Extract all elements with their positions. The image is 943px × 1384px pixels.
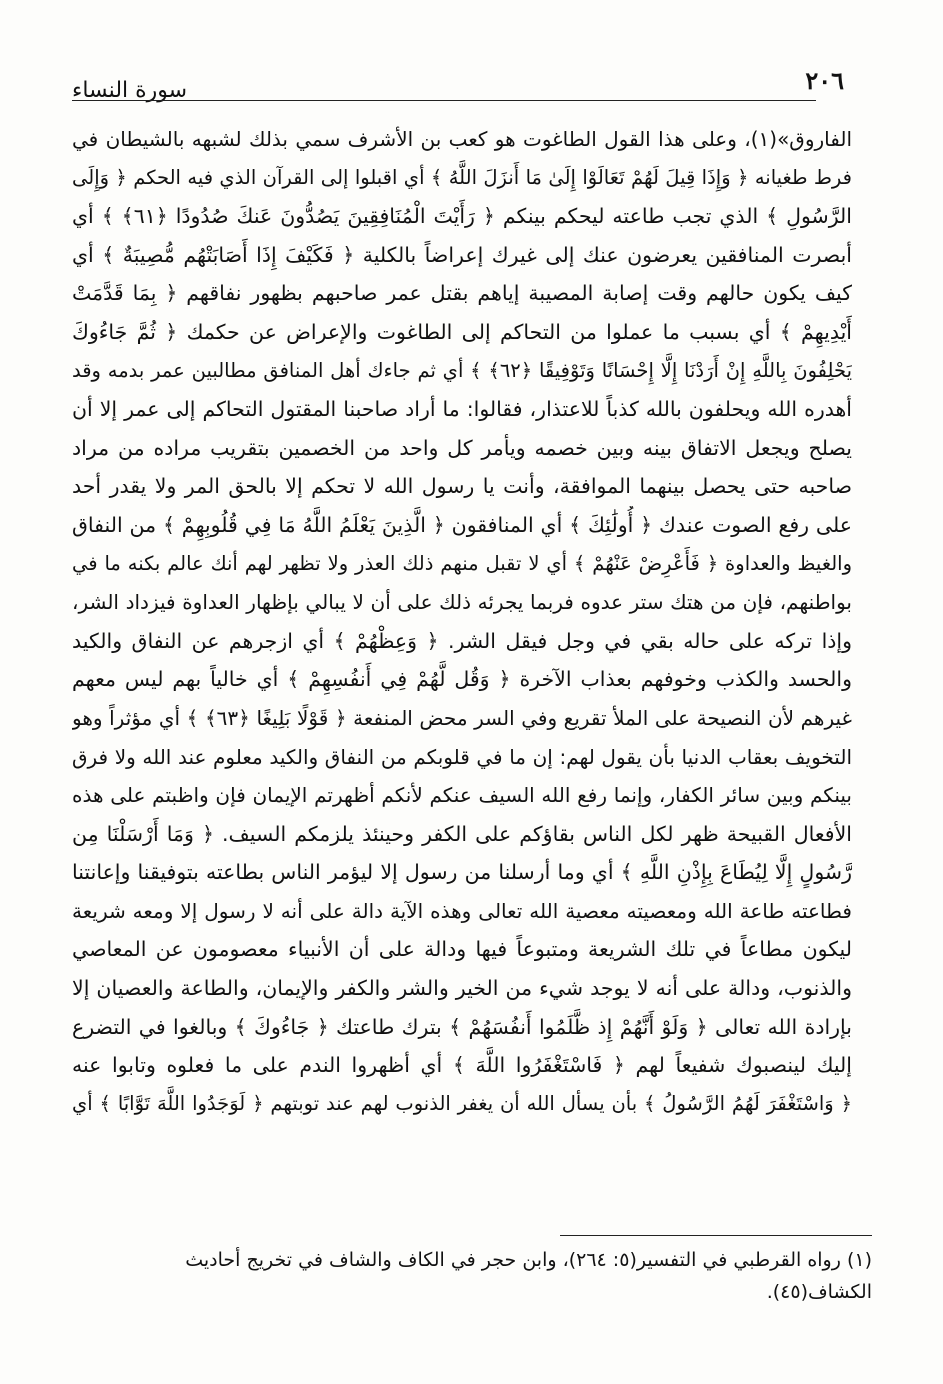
text-line: وإذا تركه على حاله بقي في وجل فيقل الشر. ﴿ وَعِظْهُمْ ﴾ أي ازجرهم عن النفاق والكيد — [72, 628, 852, 653]
text-line: يصلح ويجعل الاتفاق بينه وبين خصمه ويأمر كل واحد من الخصمين بتقريب مراده من مراد — [72, 435, 852, 460]
text-line: الأفعال القبيحة ظهر لكل الناس بقاؤكم على الكفر وحينئذ يلزمكم السيف. ﴿ وَمَا أَرْسَلْنَا مِن — [72, 821, 852, 846]
text-line: يَحْلِفُونَ بِاللَّهِ إِنْ أَرَدْنَا إِلَّا إِحْسَانًا وَتَوْفِيقًا ﴿٦٢﴾ ﴾ أي ثم جاءك أهل المنافق مطالبين عمر بدمه وقد — [72, 358, 852, 382]
text-line: بينكم وبين سائر الكفار، وإنما رفع الله السيف عنكم لأنكم أظهرتم الإيمان فإن واظبتم على هذه — [72, 783, 852, 808]
text-line: كيف يكون حالهم وقت إصابة المصيبة إياهم بقتل عمر صاحبهم بظهور نفاقهم ﴿ بِمَا قَدَّمَتْ — [72, 281, 852, 306]
footnote — [72, 1244, 872, 1308]
text-line: رَّسُولٍ إِلَّا لِيُطَاعَ بِإِذْنِ اللَّهِ ﴾ أي وما أرسلنا من رسول إلا ليؤمر الناس بطاعته بتوفيقنا وإعانتنا — [72, 860, 852, 885]
text-line: ليكون مطاعاً في تلك الشريعة ومتبوعاً فيها ودالة على أن الأنبياء معصومون عن المعاصي — [72, 937, 852, 962]
text-line: بواطنهم، فإن من هتك ستر عدوه فربما يجرئه ذلك على أن لا يبالي بإظهار العداوة فيزداد الشر، — [72, 590, 852, 615]
main-text — [72, 120, 852, 1123]
text-line: فرط طغيانه ﴿ وَإِذَا قِيلَ لَهُمْ تَعَالَوْا إِلَىٰ مَا أَنزَلَ اللَّهُ ﴾ أي اقبلوا إلى القرآن الذي فيه الحكم ﴿ وَإِلَى — [72, 165, 852, 189]
text-line: صاحبه حتى يحصل بينهما الموافقة، وأنت يا رسول الله لا تحكم إلا بالحق المر ولا يقدر أحد — [72, 474, 852, 499]
text-line: والحسد والكذب وخوفهم بعذاب الآخرة ﴿ وَقُل لَّهُمْ فِي أَنفُسِهِمْ ﴾ أي خالياً بهم ليس معهم — [72, 667, 852, 692]
page-header — [72, 66, 850, 110]
text-line: إليك لينصبوك شفيعاً لهم ﴿ فَاسْتَغْفَرُوا اللَّهَ ﴾ أي أظهروا الندم على ما فعلوه وتابوا عنه — [72, 1053, 852, 1078]
text-line: فطاعته طاعة الله ومعصيته معصية الله تعالى وهذه الآية دالة على أنه لا رسول إلا ومعه شريعة — [72, 898, 852, 923]
text-line: بإرادة الله تعالى ﴿ وَلَوْ أَنَّهُمْ إِذ ظَّلَمُوا أَنفُسَهُمْ ﴾ بترك طاعتك ﴿ جَاءُوكَ ﴾ وبالغوا في التضرع — [72, 1014, 852, 1039]
page-number: ٢٠٦ — [805, 66, 844, 95]
footnote-rule — [560, 1235, 872, 1236]
text-line: أَيْدِيهِمْ ﴾ أي بسبب ما عملوا من التحاكم إلى الطاغوت والإعراض عن حكمك ﴿ ثُمَّ جَاءُوكَ — [72, 319, 852, 344]
text-line: الفاروق»(١)، وعلى هذا القول الطاغوت هو كعب بن الأشرف سمي بذلك لشبهه بالشيطان في — [72, 127, 852, 151]
text-line: أبصرت المنافقين يعرضون عنك إلى غيرك إعراضاً بالكلية ﴿ فَكَيْفَ إِذَا أَصَابَتْهُم مُّصِيبَةٌ ﴾ أي — [72, 242, 852, 267]
text-line: التخويف بعقاب الدنيا بأن يقول لهم: إن ما في قلوبكم من النفاق والكيد معلوم عند الله ولا فرق — [72, 744, 852, 769]
text-line: غيرهم لأن النصيحة على الملأ تقريع وفي السر محض المنفعة ﴿ قَوْلًا بَلِيغًا ﴿٦٣﴾ ﴾ أي مؤثراً وهو — [72, 705, 852, 730]
footnote-line: الكشاف(٤٥). — [766, 1281, 872, 1303]
text-line: على رفع الصوت عندك ﴿ أُولَٰئِكَ ﴾ أي المنافقون ﴿ الَّذِينَ يَعْلَمُ اللَّهُ مَا فِي قُلُوبِهِمْ ﴾ من النفاق — [72, 512, 852, 537]
header-rule — [72, 100, 816, 101]
text-line: والغيظ والعداوة ﴿ فَأَعْرِضْ عَنْهُمْ ﴾ أي لا تقبل منهم ذلك العذر ولا تظهر لهم أنك عالم بكنه ما في — [72, 551, 852, 575]
text-line: ﴿ وَاسْتَغْفَرَ لَهُمُ الرَّسُولُ ﴾ بأن يسأل الله أن يغفر الذنوب لهم عند توبتهم ﴿ لَوَجَدُوا اللَّهَ تَوَّابًا ﴾ أي — [72, 1091, 852, 1115]
text-line: أهدره الله ويحلفون بالله كذباً للاعتذار، فقالوا: ما أراد صاحبنا المقتول التحاكم إلى عمر إلا أن — [72, 397, 852, 422]
text-line: الرَّسُولِ ﴾ الذي تجب طاعته ليحكم بينكم ﴿ رَأَيْتَ الْمُنَافِقِينَ يَصُدُّونَ عَنكَ صُدُودًا ﴿٦١﴾ ﴾ أي — [72, 204, 852, 229]
text-line: والذنوب، ودالة على أنه لا يوجد شيء من الخير والشر والكفر والإيمان، والطاعة والعصيان إلا — [72, 976, 852, 1001]
running-title: سورة النساء — [72, 78, 188, 103]
footnote-line: (١) رواه القرطبي في التفسير(٥: ٢٦٤)، وابن حجر في الكاف والشاف في تخريج أحاديث — [185, 1249, 872, 1271]
